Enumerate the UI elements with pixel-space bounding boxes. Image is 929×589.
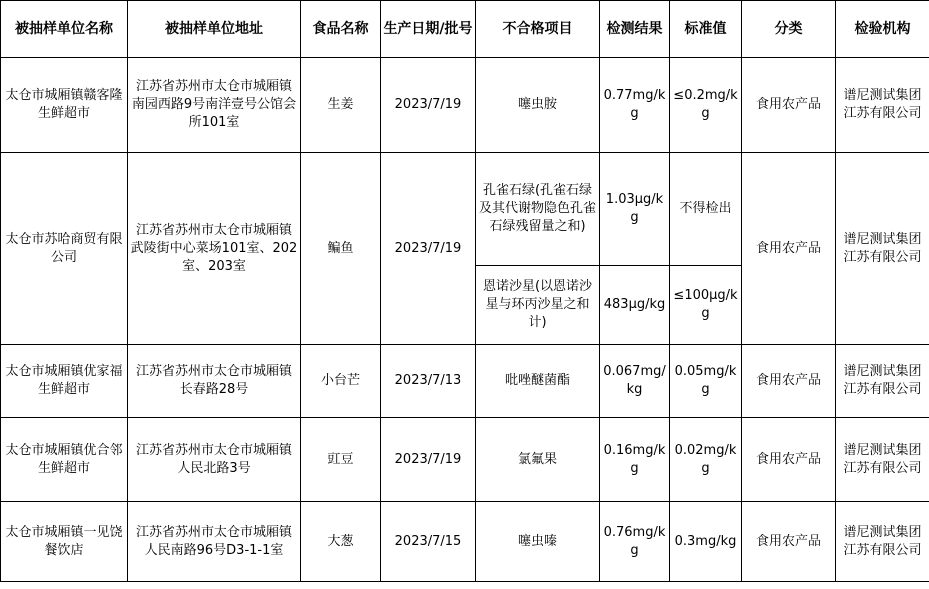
- header-unit-name: 被抽样单位名称: [1, 1, 128, 58]
- food-name-cell: 小台芒: [301, 345, 381, 418]
- result-cell: 0.76mg/kg: [600, 502, 670, 582]
- table-row: [1, 345, 929, 418]
- category-cell: 食用农产品: [742, 153, 836, 345]
- lab-cell: 谱尼测试集团江苏有限公司: [836, 418, 929, 502]
- unit-name-cell: 太仓市城厢镇优合邻生鲜超市: [1, 418, 128, 502]
- lab-cell: 谱尼测试集团江苏有限公司: [836, 345, 929, 418]
- header-failed-item: 不合格项目: [476, 1, 600, 58]
- food-name-cell: 生姜: [301, 58, 381, 153]
- header-category: 分类: [742, 1, 836, 58]
- header-production-date: 生产日期/批号: [381, 1, 476, 58]
- lab-cell: 谱尼测试集团江苏有限公司: [836, 502, 929, 582]
- header-row: [1, 1, 929, 58]
- unit-name-cell: 太仓市苏哈商贸有限公司: [1, 153, 128, 345]
- failed-item-cell: 孔雀石绿(孔雀石绿及其代谢物隐色孔雀石绿残留量之和): [476, 153, 600, 266]
- table-row: [1, 502, 929, 582]
- header-test-result: 检测结果: [600, 1, 670, 58]
- address-cell: 江苏省苏州市太仓市城厢镇人民南路96号D3-1-1室: [128, 502, 301, 582]
- standard-cell: 0.3mg/kg: [670, 502, 742, 582]
- result-cell: 0.77mg/kg: [600, 58, 670, 153]
- failed-item-cell: 吡唑醚菌酯: [476, 345, 600, 418]
- address-cell: 江苏省苏州市太仓市城厢镇武陵街中心菜场101室、202室、203室: [128, 153, 301, 345]
- category-cell: 食用农产品: [742, 502, 836, 582]
- unit-name-cell: 太仓市城厢镇赣客隆生鲜超市: [1, 58, 128, 153]
- header-lab: 检验机构: [836, 1, 929, 58]
- date-cell: 2023/7/13: [381, 345, 476, 418]
- table-row: [1, 153, 929, 266]
- standard-cell: 不得检出: [670, 153, 742, 266]
- standard-cell: 0.05mg/kg: [670, 345, 742, 418]
- date-cell: 2023/7/19: [381, 153, 476, 345]
- lab-cell: 谱尼测试集团江苏有限公司: [836, 153, 929, 345]
- address-cell: 江苏省苏州市太仓市城厢镇长春路28号: [128, 345, 301, 418]
- failed-item-cell: 氯氟果: [476, 418, 600, 502]
- failed-item-cell: 噻虫嗪: [476, 502, 600, 582]
- address-cell: 江苏省苏州市太仓市城厢镇人民北路3号: [128, 418, 301, 502]
- unit-name-cell: 太仓市城厢镇优家福生鲜超市: [1, 345, 128, 418]
- result-cell: 1.03μg/kg: [600, 153, 670, 266]
- standard-cell: ≤100μg/kg: [670, 266, 742, 345]
- category-cell: 食用农产品: [742, 345, 836, 418]
- unit-name-cell: 太仓市城厢镇一见饶餐饮店: [1, 502, 128, 582]
- lab-cell: 谱尼测试集团江苏有限公司: [836, 58, 929, 153]
- result-cell: 0.16mg/kg: [600, 418, 670, 502]
- header-food-name: 食品名称: [301, 1, 381, 58]
- food-name-cell: 鳊鱼: [301, 153, 381, 345]
- category-cell: 食用农产品: [742, 58, 836, 153]
- date-cell: 2023/7/19: [381, 58, 476, 153]
- date-cell: 2023/7/15: [381, 502, 476, 582]
- address-cell: 江苏省苏州市太仓市城厢镇南园西路9号南洋壹号公馆会所101室: [128, 58, 301, 153]
- table-row: [1, 58, 929, 153]
- result-cell: 483μg/kg: [600, 266, 670, 345]
- food-name-cell: 大葱: [301, 502, 381, 582]
- category-cell: 食用农产品: [742, 418, 836, 502]
- standard-cell: 0.02mg/kg: [670, 418, 742, 502]
- failed-item-cell: 噻虫胺: [476, 58, 600, 153]
- table-row: [1, 418, 929, 502]
- header-standard-value: 标准值: [670, 1, 742, 58]
- failed-item-cell: 恩诺沙星(以恩诺沙星与环丙沙星之和计): [476, 266, 600, 345]
- header-unit-address: 被抽样单位地址: [128, 1, 301, 58]
- result-cell: 0.067mg/kg: [600, 345, 670, 418]
- date-cell: 2023/7/19: [381, 418, 476, 502]
- standard-cell: ≤0.2mg/kg: [670, 58, 742, 153]
- food-name-cell: 豇豆: [301, 418, 381, 502]
